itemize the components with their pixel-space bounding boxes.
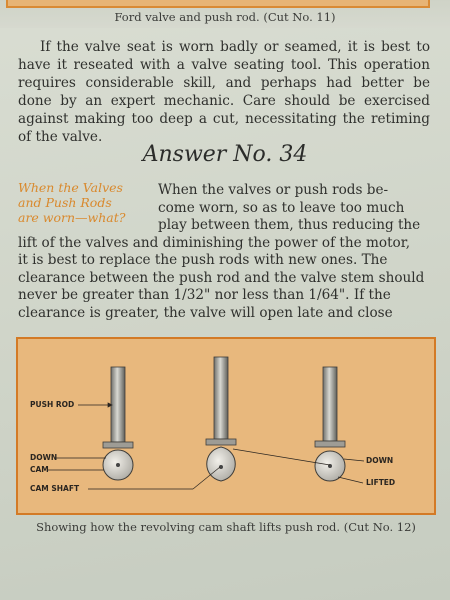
down-right-leader xyxy=(344,459,364,461)
down-label-left: DOWN xyxy=(30,453,58,462)
cam-shaft-center xyxy=(116,463,120,467)
answer-line: clearance is greater, the valve will open late and close xyxy=(18,304,393,321)
cam-shaft-label: CAM SHAFT xyxy=(30,484,80,493)
push-rod xyxy=(323,367,337,441)
lifted-label: LIFTED xyxy=(366,478,396,487)
margin-note-line: are worn—what? xyxy=(18,210,126,225)
answer-line: clearance between the push rod and the valve stem should xyxy=(18,269,425,286)
margin-note-line: and Push Rods xyxy=(18,195,112,210)
answer-line: it is best to replace the push rods with new ones. The xyxy=(18,252,388,268)
shaft-connection-line xyxy=(233,449,330,465)
middle-push-rod-assembly xyxy=(206,357,236,481)
rod-collar xyxy=(103,442,133,448)
cam-lobe xyxy=(207,447,236,481)
answer-line: play between them, thus reducing the xyxy=(158,217,421,233)
answer-heading: Answer No. 34 xyxy=(142,142,308,167)
bottom-figure-caption: Showing how the revolving cam shaft lifts push rod. (Cut No. 12) xyxy=(36,520,416,534)
down-label-right: DOWN xyxy=(366,456,394,465)
rod-collar xyxy=(315,441,345,447)
answer-text xyxy=(18,182,434,322)
answer-line: come worn, so as to leave too much xyxy=(158,199,405,216)
answer-line: never be greater than 1/32" nor less than 1/64". If the xyxy=(18,287,391,303)
answer-line: lift of the valves and diminishing the power of the motor, xyxy=(18,234,411,251)
cam-shaft-figure xyxy=(16,337,436,515)
left-push-rod-assembly xyxy=(103,367,133,480)
push-rod xyxy=(214,357,228,439)
valve-seat-paragraph: If the valve seat is worn badly or seamed, it is best to have it reseated with a valve seating tool. This operation requires considerable skill, and perhaps had better be done by an expert mechanic. Care should be exercised against making too deep a cut, necessitating the retiming of the valve. xyxy=(18,39,430,145)
previous-figure-edge xyxy=(6,0,430,8)
right-push-rod-assembly xyxy=(315,367,345,481)
answer-line: When the valves or push rods be- xyxy=(158,182,389,198)
top-figure-caption: Ford valve and push rod. (Cut No. 11) xyxy=(114,10,336,24)
rod-collar xyxy=(206,439,236,445)
push-rod-label: PUSH ROD xyxy=(30,400,75,409)
cam-label: CAM xyxy=(30,465,49,474)
lifted-leader xyxy=(338,477,363,483)
push-rod xyxy=(111,367,125,442)
margin-note-line: When the Valves xyxy=(18,180,123,195)
